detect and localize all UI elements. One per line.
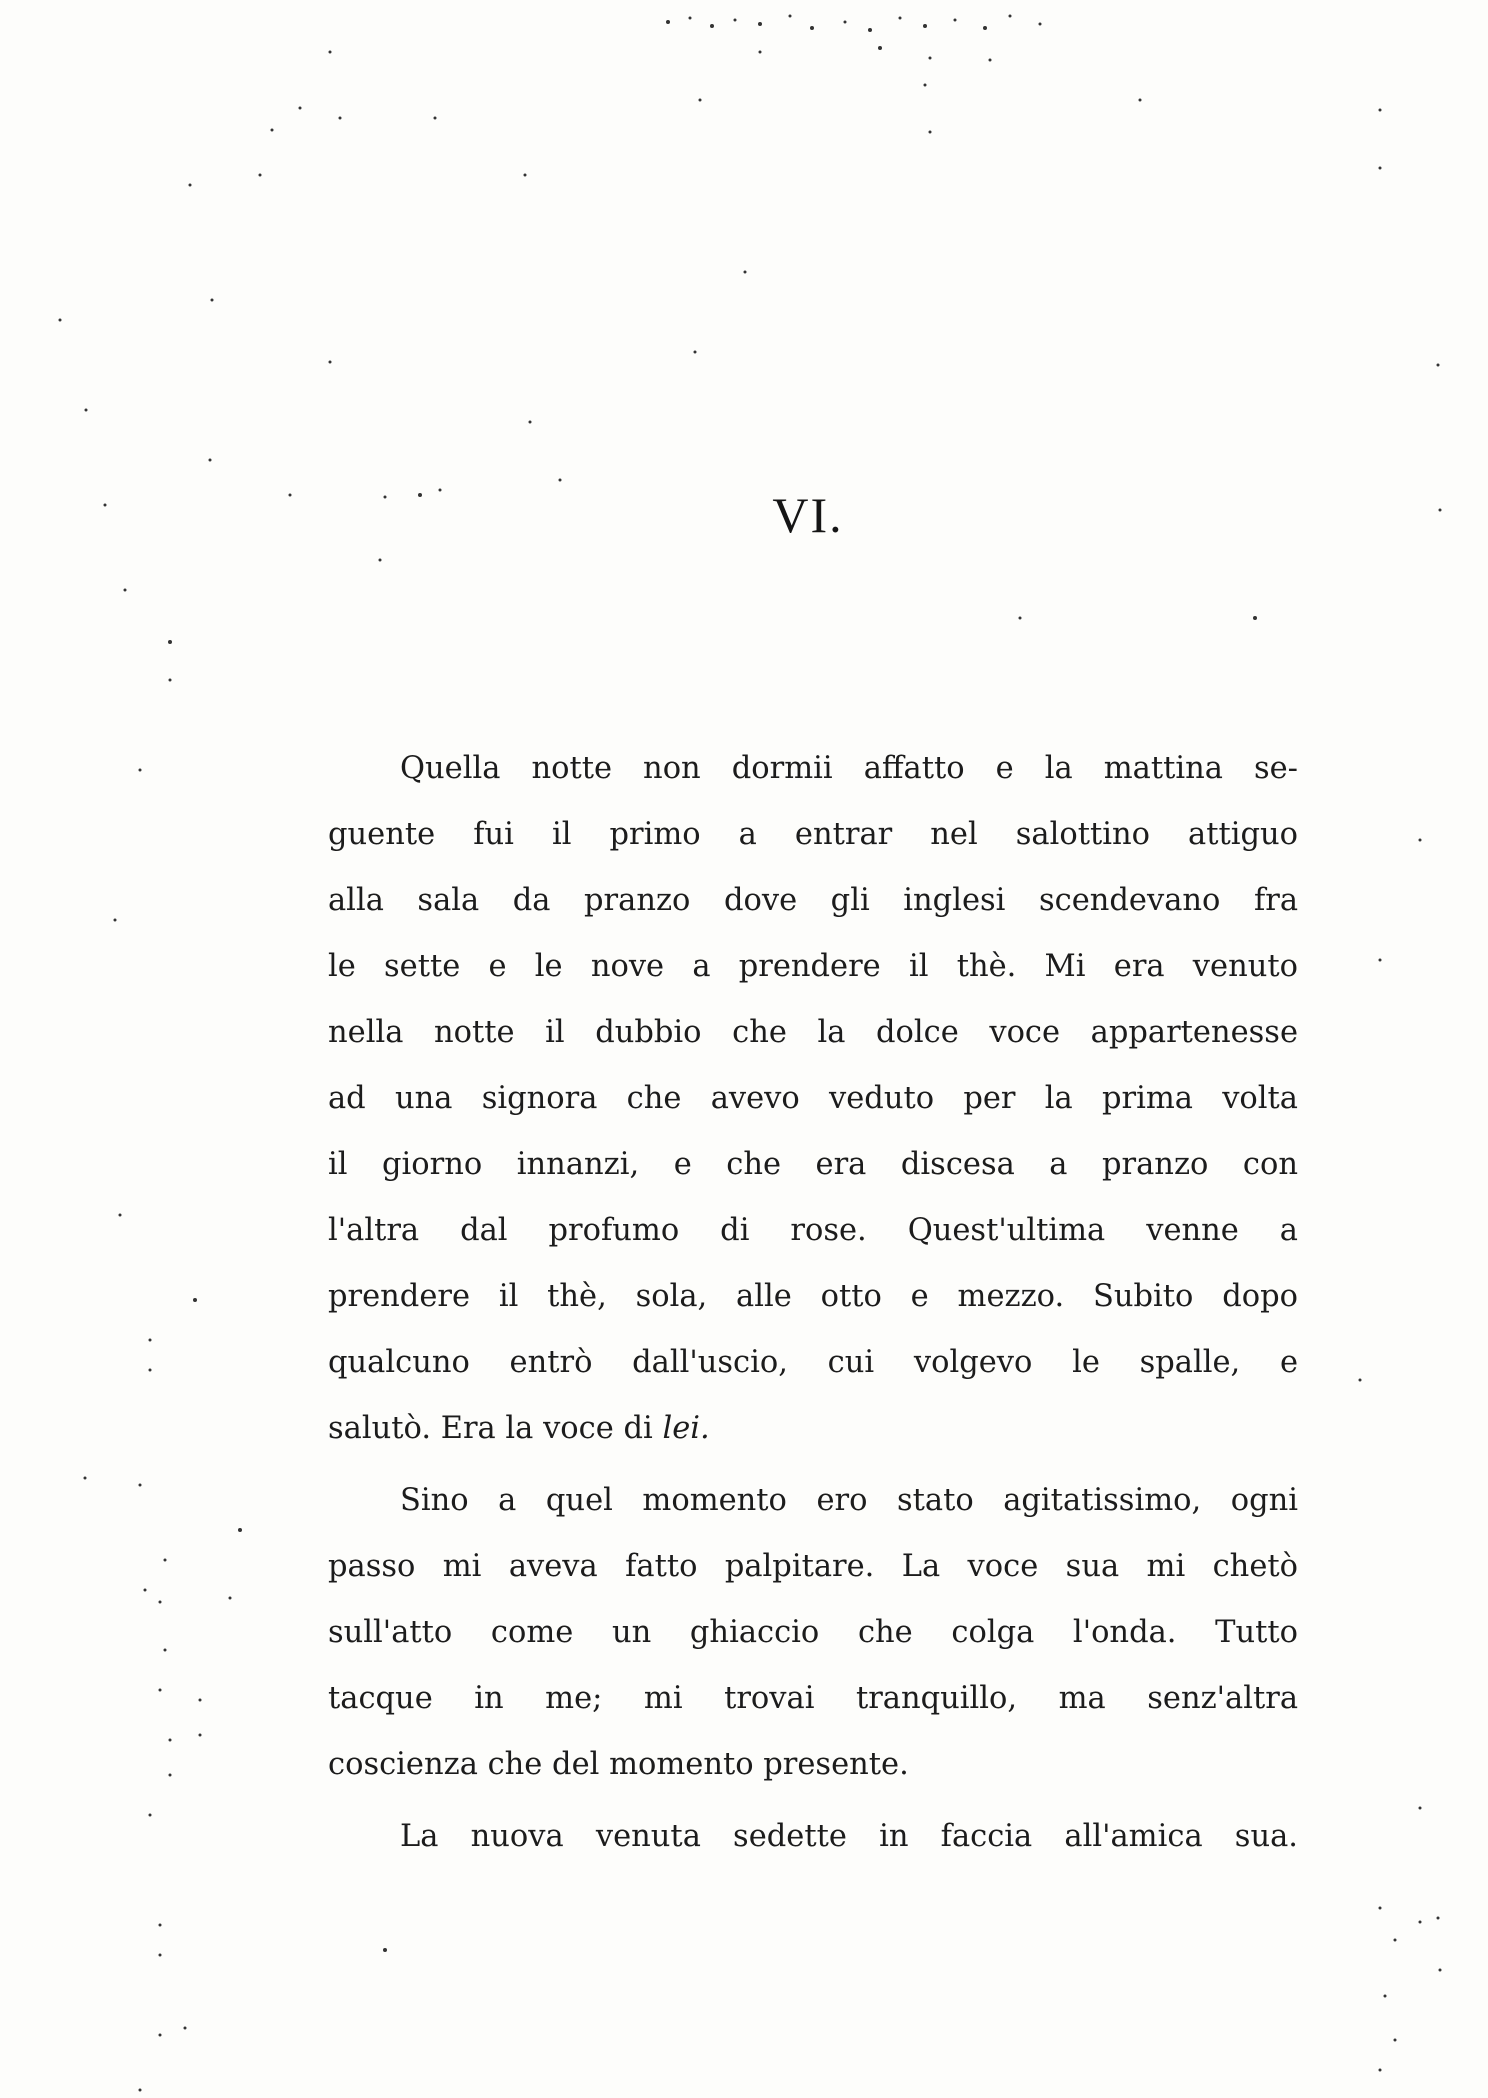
chapter-title: VI. — [772, 487, 844, 543]
paragraph-2 — [328, 1468, 1298, 1798]
text-line: alla sala da pranzo dove gli inglesi scendevano fra — [328, 883, 1298, 918]
text-line: tacque in me; mi trovai tranquillo, ma senz'altra — [328, 1681, 1298, 1716]
text-line: guente fui il primo a entrar nel salottino attiguo — [328, 817, 1298, 852]
text-line: il giorno innanzi, e che era discesa a pranzo con — [328, 1147, 1298, 1182]
text-line: l'altra dal profumo di rose. Quest'ultima venne a — [328, 1213, 1298, 1248]
text-line-last — [328, 1396, 1298, 1462]
text-line: sull'atto come un ghiaccio che colga l'onda. Tutto — [328, 1615, 1298, 1650]
text-line: coscienza che del momento presente. — [328, 1747, 909, 1782]
text-line: Quella notte non dormii affatto e la mattina se- — [400, 751, 1298, 786]
emphasized-word: lei. — [662, 1411, 710, 1446]
text-line: passo mi aveva fatto palpitare. La voce sua mi chetò — [328, 1549, 1298, 1584]
text-line-prefix: salutò. Era la voce di — [328, 1411, 663, 1446]
text-line: ad una signora che avevo veduto per la prima volta — [328, 1081, 1298, 1116]
text-line: prendere il thè, sola, alle otto e mezzo. Subito dopo — [328, 1279, 1298, 1314]
text-line: le sette e le nove a prendere il thè. Mi era venuto — [328, 949, 1298, 984]
text-line: La nuova venuta sedette in faccia all'amica sua. — [400, 1819, 1298, 1854]
chapter-body-text — [328, 736, 1298, 1870]
paragraph-3 — [328, 1804, 1298, 1870]
text-line: nella notte il dubbio che la dolce voce appartenesse — [328, 1015, 1298, 1050]
text-line: qualcuno entrò dall'uscio, cui volgevo le spalle, e — [328, 1345, 1298, 1380]
text-line: Sino a quel momento ero stato agitatissimo, ogni — [400, 1483, 1298, 1518]
paragraph-1 — [328, 736, 1298, 1462]
